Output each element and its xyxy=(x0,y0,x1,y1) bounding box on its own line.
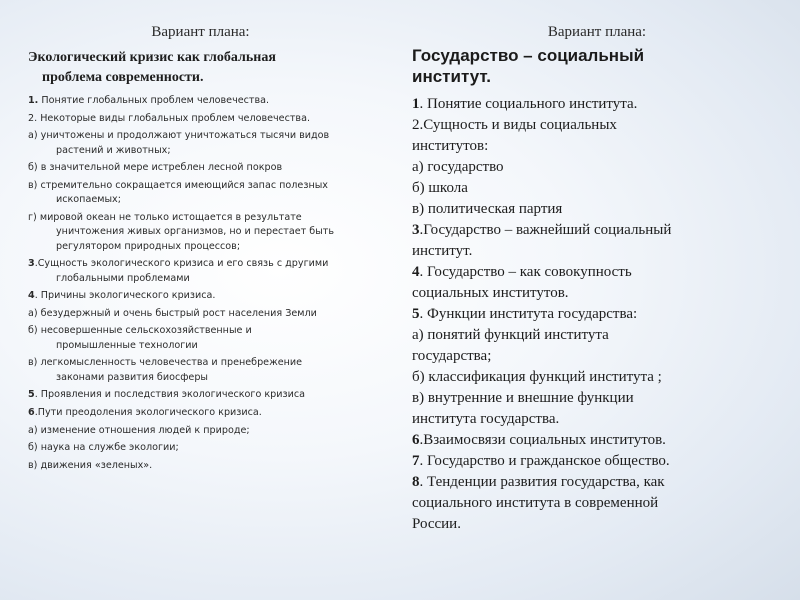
left-list-item xyxy=(28,129,373,158)
right-list-item xyxy=(412,409,782,430)
item-text: 2.Сущность и виды социальных xyxy=(412,117,617,133)
item-text: б) в значительной мере истреблен лесной покров xyxy=(28,162,283,174)
right-list-item xyxy=(412,493,782,514)
item-text: в) стремительно сокращается имеющийся запас полезных xyxy=(28,179,328,191)
left-list-item xyxy=(28,441,373,455)
left-list-item xyxy=(28,307,373,321)
left-list-item xyxy=(28,179,373,208)
right-list-item xyxy=(412,472,782,493)
item-text: в) движения «зеленых». xyxy=(28,459,153,471)
item-text: б) классификация функций института ; xyxy=(412,369,662,385)
left-list-item xyxy=(28,161,373,175)
item-text: г) мировой океан не только истощается в результате xyxy=(28,211,302,223)
right-list-item xyxy=(412,325,782,346)
right-list-item xyxy=(412,94,782,115)
item-number: 1 xyxy=(412,96,420,112)
item-text: . Понятие социального института. xyxy=(419,96,638,112)
item-number: 6 xyxy=(28,406,35,418)
item-continuation: ископаемых; xyxy=(56,194,121,206)
item-text: институт. xyxy=(412,243,473,259)
left-list-item xyxy=(28,388,373,402)
right-list-item xyxy=(412,262,782,283)
right-list-item xyxy=(412,514,782,535)
left-list-item xyxy=(28,211,373,254)
item-number: 7 xyxy=(412,453,420,469)
item-number: 8 xyxy=(412,474,420,490)
item-text: России. xyxy=(412,516,461,532)
right-list-item xyxy=(412,367,782,388)
right-list-item xyxy=(412,178,782,199)
item-text: в) политическая партия xyxy=(412,201,563,217)
item-text: социального института в современной xyxy=(412,495,659,511)
right-title-line1: Государство – социальный xyxy=(412,46,645,65)
right-plan-header: Вариант плана: xyxy=(547,24,647,40)
right-list-item xyxy=(412,346,782,367)
left-list-item xyxy=(28,459,373,473)
item-text: . Причины экологического кризиса. xyxy=(34,290,216,302)
item-text: 2. Некоторые виды глобальных проблем человечества. xyxy=(28,112,311,124)
item-text: .Сущность экологического кризиса и его связь с другими xyxy=(34,258,329,270)
item-number: 4 xyxy=(412,264,420,280)
left-plan-header: Вариант плана: xyxy=(151,24,250,40)
right-list-item xyxy=(412,304,782,325)
item-text: . Государство и гражданское общество. xyxy=(419,453,670,469)
item-text: . Государство – как совокупность xyxy=(419,264,632,280)
left-list-item xyxy=(28,356,373,385)
right-list-item xyxy=(412,220,782,241)
right-plan-list xyxy=(412,94,782,535)
right-list-item xyxy=(412,241,782,262)
item-text: .Государство – важнейший социальный xyxy=(419,222,672,238)
item-text: б) несовершенные сельскохозяйственные и xyxy=(28,325,252,337)
item-continuation: растений и животных; xyxy=(56,144,171,156)
left-title-line2: проблема современности. xyxy=(42,70,204,85)
left-list-item xyxy=(28,406,373,420)
left-title-line1: Экологический кризис как глобальная xyxy=(28,50,276,65)
item-text: б) школа xyxy=(412,180,468,196)
item-text: государства; xyxy=(412,348,492,364)
item-text: . Тенденции развития государства, как xyxy=(419,474,665,490)
item-text: б) наука на службе экологии; xyxy=(28,442,179,454)
left-list-item xyxy=(28,112,373,126)
item-text: социальных институтов. xyxy=(412,285,569,301)
item-text: а) безудержный и очень быстрый рост населения Земли xyxy=(28,307,317,319)
right-list-item xyxy=(412,388,782,409)
right-list-item xyxy=(412,136,782,157)
item-number: 5 xyxy=(28,389,35,401)
item-number: 1. xyxy=(28,95,39,106)
left-list-item xyxy=(28,289,373,303)
right-title-line2: институт. xyxy=(412,67,491,86)
item-text: . Проявления и последствия экологического кризиса xyxy=(34,389,305,401)
item-number: 3 xyxy=(28,258,35,270)
left-list-item xyxy=(28,94,373,108)
item-continuation: уничтожения живых организмов, но и перестает быть регулятором природных процессов; xyxy=(56,226,335,252)
item-text: а) уничтожены и продолжают уничтожаться тысячи видов xyxy=(28,130,330,142)
item-text: а) изменение отношения людей к природе; xyxy=(28,424,250,436)
left-plan-title xyxy=(28,48,373,88)
right-list-item xyxy=(412,199,782,220)
right-plan-title xyxy=(412,45,782,87)
right-list-item xyxy=(412,157,782,178)
item-text: а) понятий функций института xyxy=(412,327,609,343)
item-text: в) легкомысленность человечества и пренебрежение xyxy=(28,357,303,369)
item-text: .Взаимосвязи социальных институтов. xyxy=(419,432,666,448)
item-continuation: промышленные технологии xyxy=(56,339,198,351)
item-number: 6 xyxy=(412,432,420,448)
item-number: 5 xyxy=(412,306,420,322)
item-continuation: глобальными проблемами xyxy=(56,272,190,284)
right-list-item xyxy=(412,115,782,136)
left-list-item xyxy=(28,324,373,353)
item-text: институтов: xyxy=(412,138,489,154)
item-continuation: законами развития биосферы xyxy=(56,371,208,383)
item-number: 3 xyxy=(412,222,420,238)
left-list-item xyxy=(28,424,373,438)
right-list-item xyxy=(412,430,782,451)
item-number: 4 xyxy=(28,290,35,302)
item-text: . Функции института государства: xyxy=(419,306,638,322)
item-text: а) государство xyxy=(412,159,504,175)
left-list-item xyxy=(28,257,373,286)
item-text: .Пути преодоления экологического кризиса. xyxy=(34,406,262,418)
item-text: Понятие глобальных проблем человечества. xyxy=(38,95,270,106)
item-text: института государства. xyxy=(412,411,560,427)
left-plan-list xyxy=(28,94,373,476)
right-list-item xyxy=(412,283,782,304)
item-text: в) внутренние и внешние функции xyxy=(412,390,634,406)
right-list-item xyxy=(412,451,782,472)
